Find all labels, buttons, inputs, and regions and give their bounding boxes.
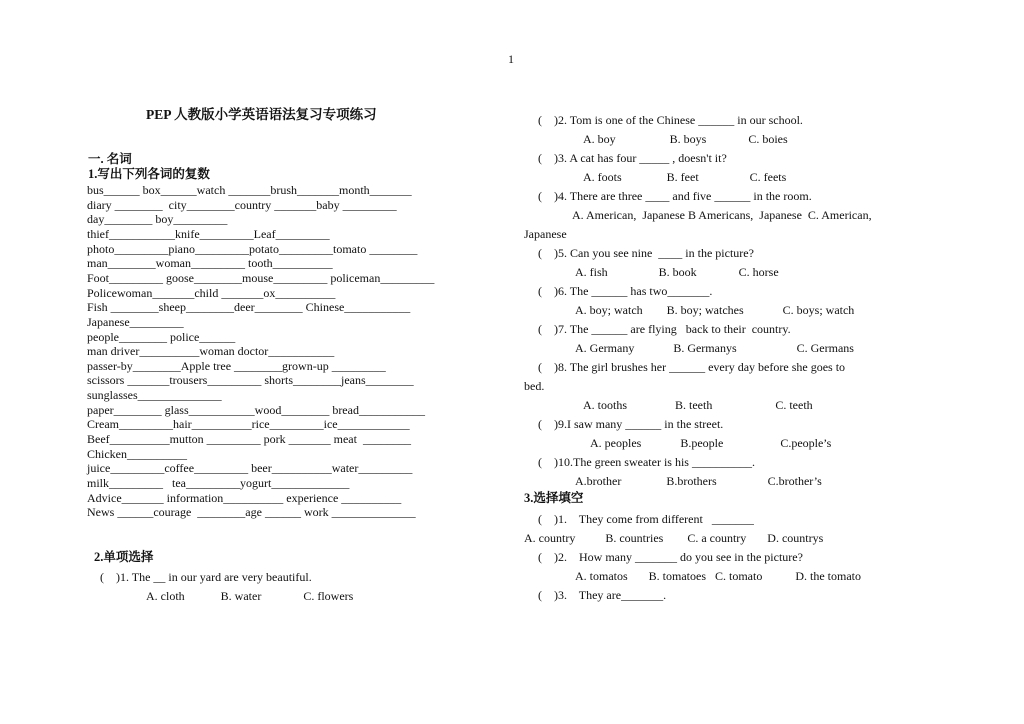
- answer-options: A.brother B.brothers C.brother’s: [575, 474, 822, 488]
- question-text: ( )4. There are three ____ and five ______ in the room.: [538, 189, 812, 203]
- question-text: ( )10.The green sweater is his __________.: [538, 455, 755, 469]
- question-text: ( )9.I saw many ______ in the street.: [538, 417, 724, 431]
- plural-exercise-line: Fish ________sheep________deer________ Chinese___________: [87, 300, 411, 315]
- answer-options: A. tomatos B. tomatoes C. tomato D. the tomato: [575, 569, 861, 583]
- question-text: ( )7. The ______ are flying back to their country.: [538, 322, 791, 336]
- page-number: 1: [508, 52, 514, 66]
- question-text: ( )6. The ______ has two_______.: [538, 284, 713, 298]
- plural-exercise-line: paper________ glass___________wood________ bread___________: [87, 402, 425, 417]
- plural-exercise-line: man________woman_________ tooth__________: [87, 256, 333, 271]
- question-1-options: A. cloth B. water C. flowers: [146, 589, 354, 603]
- plural-exercise-line: Beef__________mutton _________ pork _______ meat ________: [87, 432, 411, 447]
- section1-heading: 一. 名词: [88, 152, 132, 166]
- plural-exercise-line: man driver__________woman doctor___________: [87, 344, 335, 359]
- plural-exercise-line: Cream_________hair__________rice_________ice____________: [87, 417, 410, 432]
- question-text: ( )2. Tom is one of the Chinese ______ in our school.: [538, 113, 803, 127]
- plural-exercise-line: diary ________ city________country _______baby _________: [87, 197, 397, 212]
- plural-exercise-line: Policewoman_______child _______ox__________: [87, 285, 336, 300]
- plural-exercise-line: Foot_________ goose________mouse_________ policeman_________: [87, 270, 435, 285]
- answer-options: A. country B. countries C. a country D. countrys: [524, 531, 824, 545]
- answer-options: Japanese: [524, 227, 567, 241]
- section1-subheading: 1.写出下列各词的复数: [88, 167, 210, 181]
- question-text: ( )1. They come from different _______: [538, 512, 754, 526]
- plural-exercise-line: sunglasses______________: [87, 388, 222, 403]
- plural-exercise-line: Chicken__________: [87, 446, 187, 461]
- section3-heading: 3.选择填空: [524, 491, 584, 505]
- question-text: ( )5. Can you see nine ____ in the picture?: [538, 246, 754, 260]
- answer-options: A. Germany B. Germanys C. Germans: [575, 341, 854, 355]
- answer-options: A. fish B. book C. horse: [575, 265, 779, 279]
- plural-exercise-line: scissors _______trousers_________ shorts________jeans________: [87, 373, 414, 388]
- plural-exercise-line: News ______courage ________age ______ work ______________: [87, 505, 416, 520]
- question-1: ( )1. The __ in our yard are very beautiful.: [100, 570, 312, 584]
- plural-exercise-line: bus______ box______watch _______brush_______month_______: [87, 183, 412, 197]
- question-text: ( )3. A cat has four _____ , doesn't it?: [538, 151, 727, 165]
- question-text: ( )8. The girl brushes her ______ every day before she goes to: [538, 360, 846, 374]
- answer-options: A. American, Japanese B Americans, Japanese C. American,: [572, 208, 872, 222]
- answer-options: A. foots B. feet C. feets: [583, 170, 787, 184]
- document-title: PEP 人教版小学英语语法复习专项练习: [146, 107, 377, 122]
- question-text: ( )3. They are_______.: [538, 588, 667, 602]
- plural-exercise-line: photo_________piano_________potato_________tomato ________: [87, 241, 418, 256]
- plural-exercise-line: people________ police______: [87, 329, 236, 344]
- plural-exercise-line: milk_________ tea_________yogurt_____________: [87, 476, 350, 490]
- answer-options: A. tooths B. teeth C. teeth: [583, 398, 813, 412]
- answer-options: A. peoples B.people C.people’s: [590, 436, 832, 450]
- plural-exercise-line: juice_________coffee_________ beer__________water_________: [87, 461, 413, 476]
- question-text: ( )2. How many _______ do you see in the picture?: [538, 550, 803, 564]
- plural-exercise-line: thief___________knife_________Leaf_________: [87, 226, 330, 241]
- answer-options: bed.: [524, 379, 545, 393]
- plural-exercise-line: Advice_______ information__________ experience __________: [87, 490, 402, 505]
- section2-heading: 2.单项选择: [94, 550, 154, 564]
- plural-exercise-line: passer-by________Apple tree ________grown-up _________: [87, 358, 386, 373]
- answer-options: A. boy; watch B. boy; watches C. boys; watch: [575, 303, 855, 317]
- answer-options: A. boy B. boys C. boies: [583, 132, 788, 146]
- plural-exercise-line: Japanese_________: [87, 314, 184, 329]
- plural-exercise-line: day________ boy_________: [87, 212, 228, 227]
